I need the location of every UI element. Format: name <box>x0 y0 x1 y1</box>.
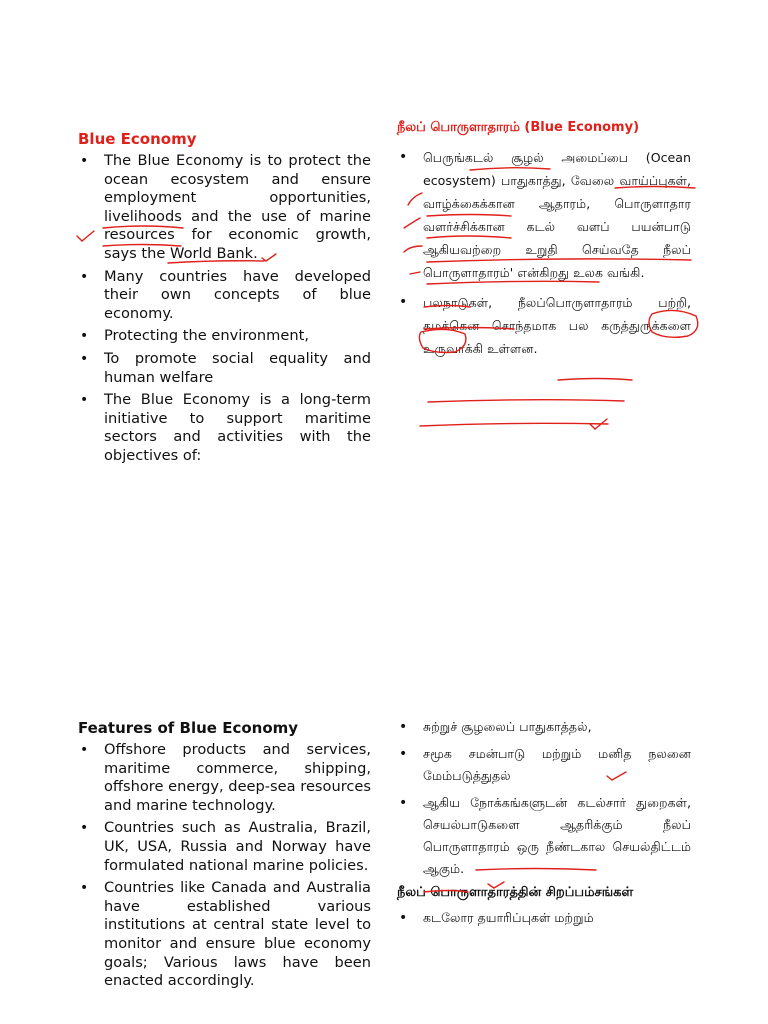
section-heading: Features of Blue Economy <box>78 719 299 737</box>
list-item: • Many countries have developed their own concepts of blue economy. <box>80 267 371 322</box>
tick-mark-icon <box>590 419 607 429</box>
bullet-icon: • <box>80 328 89 345</box>
section-subheading: நீலப் பொருளாதாரத்தின் சிறப்பம்சங்கள் <box>397 885 634 900</box>
list-item: • பெருங்கடல் சூழல் அமைப்பை (Ocean ecosystem) பாதுகாத்து, வேலை வாய்ப்புகள், வாழ்க்கைக்கான ஆதாரம், பொருளாதார வளர்ச்சிக்கான கடல் வளப் பயன்பாடு ஆகியவற்றை உறுதி செய்வதே நீலப் பொருளாதாரம்' என்கிறது உலக வங்கி. <box>397 146 691 284</box>
bullet-icon: • <box>80 392 89 409</box>
bullet-icon: • <box>399 719 408 735</box>
bullet-icon: • <box>399 746 408 762</box>
bullet-list <box>78 152 371 466</box>
bullet-list <box>397 907 691 929</box>
features-section-en <box>78 719 371 995</box>
bullet-icon: • <box>399 148 408 165</box>
bullet-icon: • <box>399 293 408 310</box>
bullet-icon: • <box>399 910 408 926</box>
bullet-icon: • <box>80 153 89 169</box>
bullet-icon: • <box>80 820 89 837</box>
list-item: • கடலோர தயாரிப்புகள் மற்றும் <box>397 907 691 929</box>
underline-mark <box>428 400 624 402</box>
underline-mark <box>558 379 632 381</box>
bullet-list <box>397 716 691 880</box>
list-item: • சுற்றுச் சூழலைப் பாதுகாத்தல், <box>397 716 691 738</box>
list-item: • Offshore products and services, maritime commerce, shipping, offshore energy, deep-sea resources and marine technology. <box>80 741 371 814</box>
list-item: • The Blue Economy is to protect the ocean ecosystem and ensure employment opportunities, livelihoods and the use of marine resources for economic growth, says the World Bank. <box>80 152 371 262</box>
list-item: • ஆகிய நோக்கங்களுடன் கடல்சார் துறைகள், செயல்பாடுகளை ஆதரிக்கும் நீலப் பொருளாதாரம் ஒரு நீண்டகால செயல்திட்டம் ஆகும். <box>397 792 691 880</box>
list-item: • To promote social equality and human welfare <box>80 349 371 386</box>
list-item: • சமூக சமன்பாடு மற்றும் மனித நலனை மேம்படுத்துதல் <box>397 743 691 787</box>
section-heading: நீலப் பொருளாதாரம் (Blue Economy) <box>397 120 640 135</box>
blue-economy-section-ta <box>397 120 691 367</box>
bullet-icon: • <box>80 880 89 897</box>
list-item: • The Blue Economy is a long-term initiative to support maritime sectors and activities with the objectives of: <box>80 391 371 464</box>
list-item: • பலநாடுகள், நீலப்பொருளாதாரம் பற்றி, தமக்கென சொந்தமாக பல கருத்துருக்களை உருவாக்கி உள்ளன. <box>397 291 691 360</box>
bullet-list <box>397 146 691 360</box>
bullet-icon: • <box>399 795 408 811</box>
list-item: • Protecting the environment, <box>80 327 309 345</box>
list-item: • Countries like Canada and Australia have established various institutions at central state level to monitor and ensure blue economy goals; Various laws have been enacted accordingly. <box>80 879 371 990</box>
blue-economy-section-en <box>78 130 371 470</box>
bullet-icon: • <box>80 350 89 367</box>
bullet-list <box>78 741 371 991</box>
section-heading: Blue Economy <box>78 130 197 148</box>
list-item: • Countries such as Australia, Brazil, UK, USA, Russia and Norway have formulated national marine policies. <box>80 819 371 874</box>
features-section-ta <box>397 716 691 934</box>
underline-mark <box>420 423 608 426</box>
bullet-icon: • <box>80 742 89 758</box>
bullet-icon: • <box>80 268 89 285</box>
